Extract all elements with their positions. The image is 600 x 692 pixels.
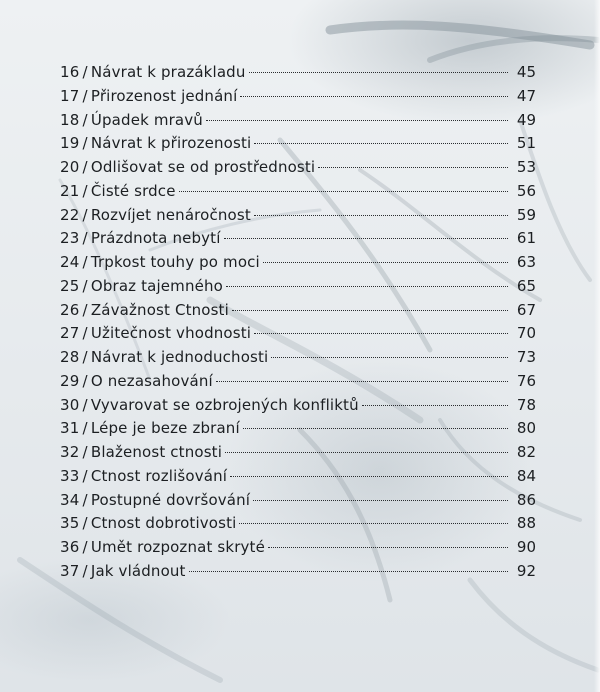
toc-entry-page-number: 65 [516, 276, 536, 295]
toc-entry-title: 19 / Návrat k přirozenosti [60, 134, 252, 153]
toc-entry[interactable] [60, 85, 536, 109]
toc-entry[interactable] [60, 465, 536, 489]
toc-entry-title: 20 / Odlišovat se od prostřednosti [60, 158, 316, 176]
dot-leader [249, 72, 508, 73]
toc-entry-page-number: 70 [516, 324, 536, 343]
toc-entry-page-number: 56 [516, 181, 536, 200]
toc-entry-title: 29 / O nezasahování [60, 371, 213, 390]
dot-leader [216, 381, 508, 382]
toc-entry[interactable] [60, 156, 536, 180]
toc-entry[interactable] [60, 394, 536, 418]
dot-leader [226, 286, 508, 287]
toc-entry-page-number: 51 [516, 134, 536, 153]
dot-leader [239, 523, 508, 524]
toc-entry-title: 21 / Čisté srdce [60, 181, 176, 200]
toc-entry[interactable] [60, 441, 536, 465]
dot-leader [179, 191, 508, 192]
toc-entry-title: 28 / Návrat k jednoduchosti [60, 348, 269, 366]
toc-entry-page-number: 92 [516, 561, 536, 580]
toc-entry-page-number: 86 [516, 490, 536, 509]
toc-entry-title: 18 / Úpadek mravů [60, 110, 203, 129]
toc-entry[interactable] [60, 560, 536, 584]
toc-entry-title: 17 / Přirozenost jednání [60, 86, 238, 105]
dot-leader [232, 310, 508, 311]
toc-entry-title: 16 / Návrat k prazákladu [60, 63, 246, 81]
dot-leader [225, 452, 508, 453]
dot-leader [268, 547, 508, 548]
dot-leader [362, 405, 508, 406]
toc-entry-title: 32 / Blaženost ctnosti [60, 443, 223, 461]
toc-entry-page-number: 53 [516, 158, 536, 176]
toc-entry-title: 24 / Trpkost touhy po moci [60, 253, 260, 271]
toc-entry[interactable] [60, 370, 536, 394]
toc-entry[interactable] [60, 322, 536, 346]
toc-entry-page-number: 76 [516, 371, 536, 390]
toc-entry-title: 34 / Postupné dovršování [60, 490, 251, 509]
dot-leader [189, 571, 508, 572]
table-of-contents [60, 61, 536, 584]
toc-entry-page-number: 80 [516, 419, 536, 438]
toc-entry-title: 37 / Jak vládnout [60, 561, 186, 580]
toc-entry-page-number: 47 [516, 86, 536, 105]
dot-leader [271, 357, 508, 358]
toc-entry-title: 33 / Ctnost rozlišování [60, 466, 228, 485]
dot-leader [206, 120, 508, 121]
toc-entry-title: 31 / Lépe je beze zbraní [60, 419, 240, 438]
toc-entry-title: 22 / Rozvíjet nenáročnost [60, 205, 251, 224]
toc-entry-page-number: 67 [516, 300, 536, 319]
toc-entry-page-number: 63 [516, 253, 536, 271]
toc-entry[interactable] [60, 299, 536, 323]
toc-entry[interactable] [60, 275, 536, 299]
toc-entry-page-number: 59 [516, 205, 536, 224]
toc-entry-page-number: 45 [516, 63, 536, 81]
toc-entry-page-number: 73 [516, 348, 536, 366]
page-edge [594, 0, 600, 692]
dot-leader [254, 215, 508, 216]
bamboo-leaf-stroke [330, 25, 590, 45]
toc-entry-page-number: 84 [516, 466, 536, 485]
dot-leader [254, 333, 508, 334]
dot-leader [254, 143, 508, 144]
toc-entry[interactable] [60, 180, 536, 204]
toc-entry-title: 26 / Závažnost Ctnosti [60, 300, 229, 319]
toc-entry-page-number: 82 [516, 443, 536, 461]
toc-entry-page-number: 78 [516, 395, 536, 414]
toc-entry-page-number: 61 [516, 229, 536, 248]
toc-entry[interactable] [60, 251, 536, 275]
toc-entry[interactable] [60, 536, 536, 560]
dot-leader [243, 428, 508, 429]
toc-entry[interactable] [60, 227, 536, 251]
dot-leader [224, 238, 508, 239]
toc-entry[interactable] [60, 132, 536, 156]
toc-entry-title: 36 / Umět rozpoznat skryté [60, 538, 265, 556]
toc-entry[interactable] [60, 61, 536, 85]
toc-entry-page-number: 90 [516, 538, 536, 556]
toc-entry[interactable] [60, 489, 536, 513]
toc-entry-title: 27 / Užitečnost vhodnosti [60, 324, 252, 343]
toc-entry-title: 23 / Prázdnota nebytí [60, 229, 221, 248]
dot-leader [230, 476, 508, 477]
dot-leader [318, 167, 508, 168]
toc-entry-title: 35 / Ctnost dobrotivosti [60, 514, 237, 533]
toc-entry-page-number: 88 [516, 514, 536, 533]
toc-entry-title: 25 / Obraz tajemného [60, 276, 223, 295]
toc-entry[interactable] [60, 109, 536, 133]
dot-leader [263, 262, 508, 263]
toc-entry[interactable] [60, 417, 536, 441]
toc-entry[interactable] [60, 512, 536, 536]
dot-leader [253, 500, 508, 501]
toc-entry[interactable] [60, 346, 536, 370]
toc-entry[interactable] [60, 204, 536, 228]
bamboo-leaf-stroke [470, 580, 598, 670]
toc-entry-page-number: 49 [516, 110, 536, 129]
dot-leader [240, 96, 508, 97]
toc-entry-title: 30 / Vyvarovat se ozbrojených konfliktů [60, 395, 359, 414]
